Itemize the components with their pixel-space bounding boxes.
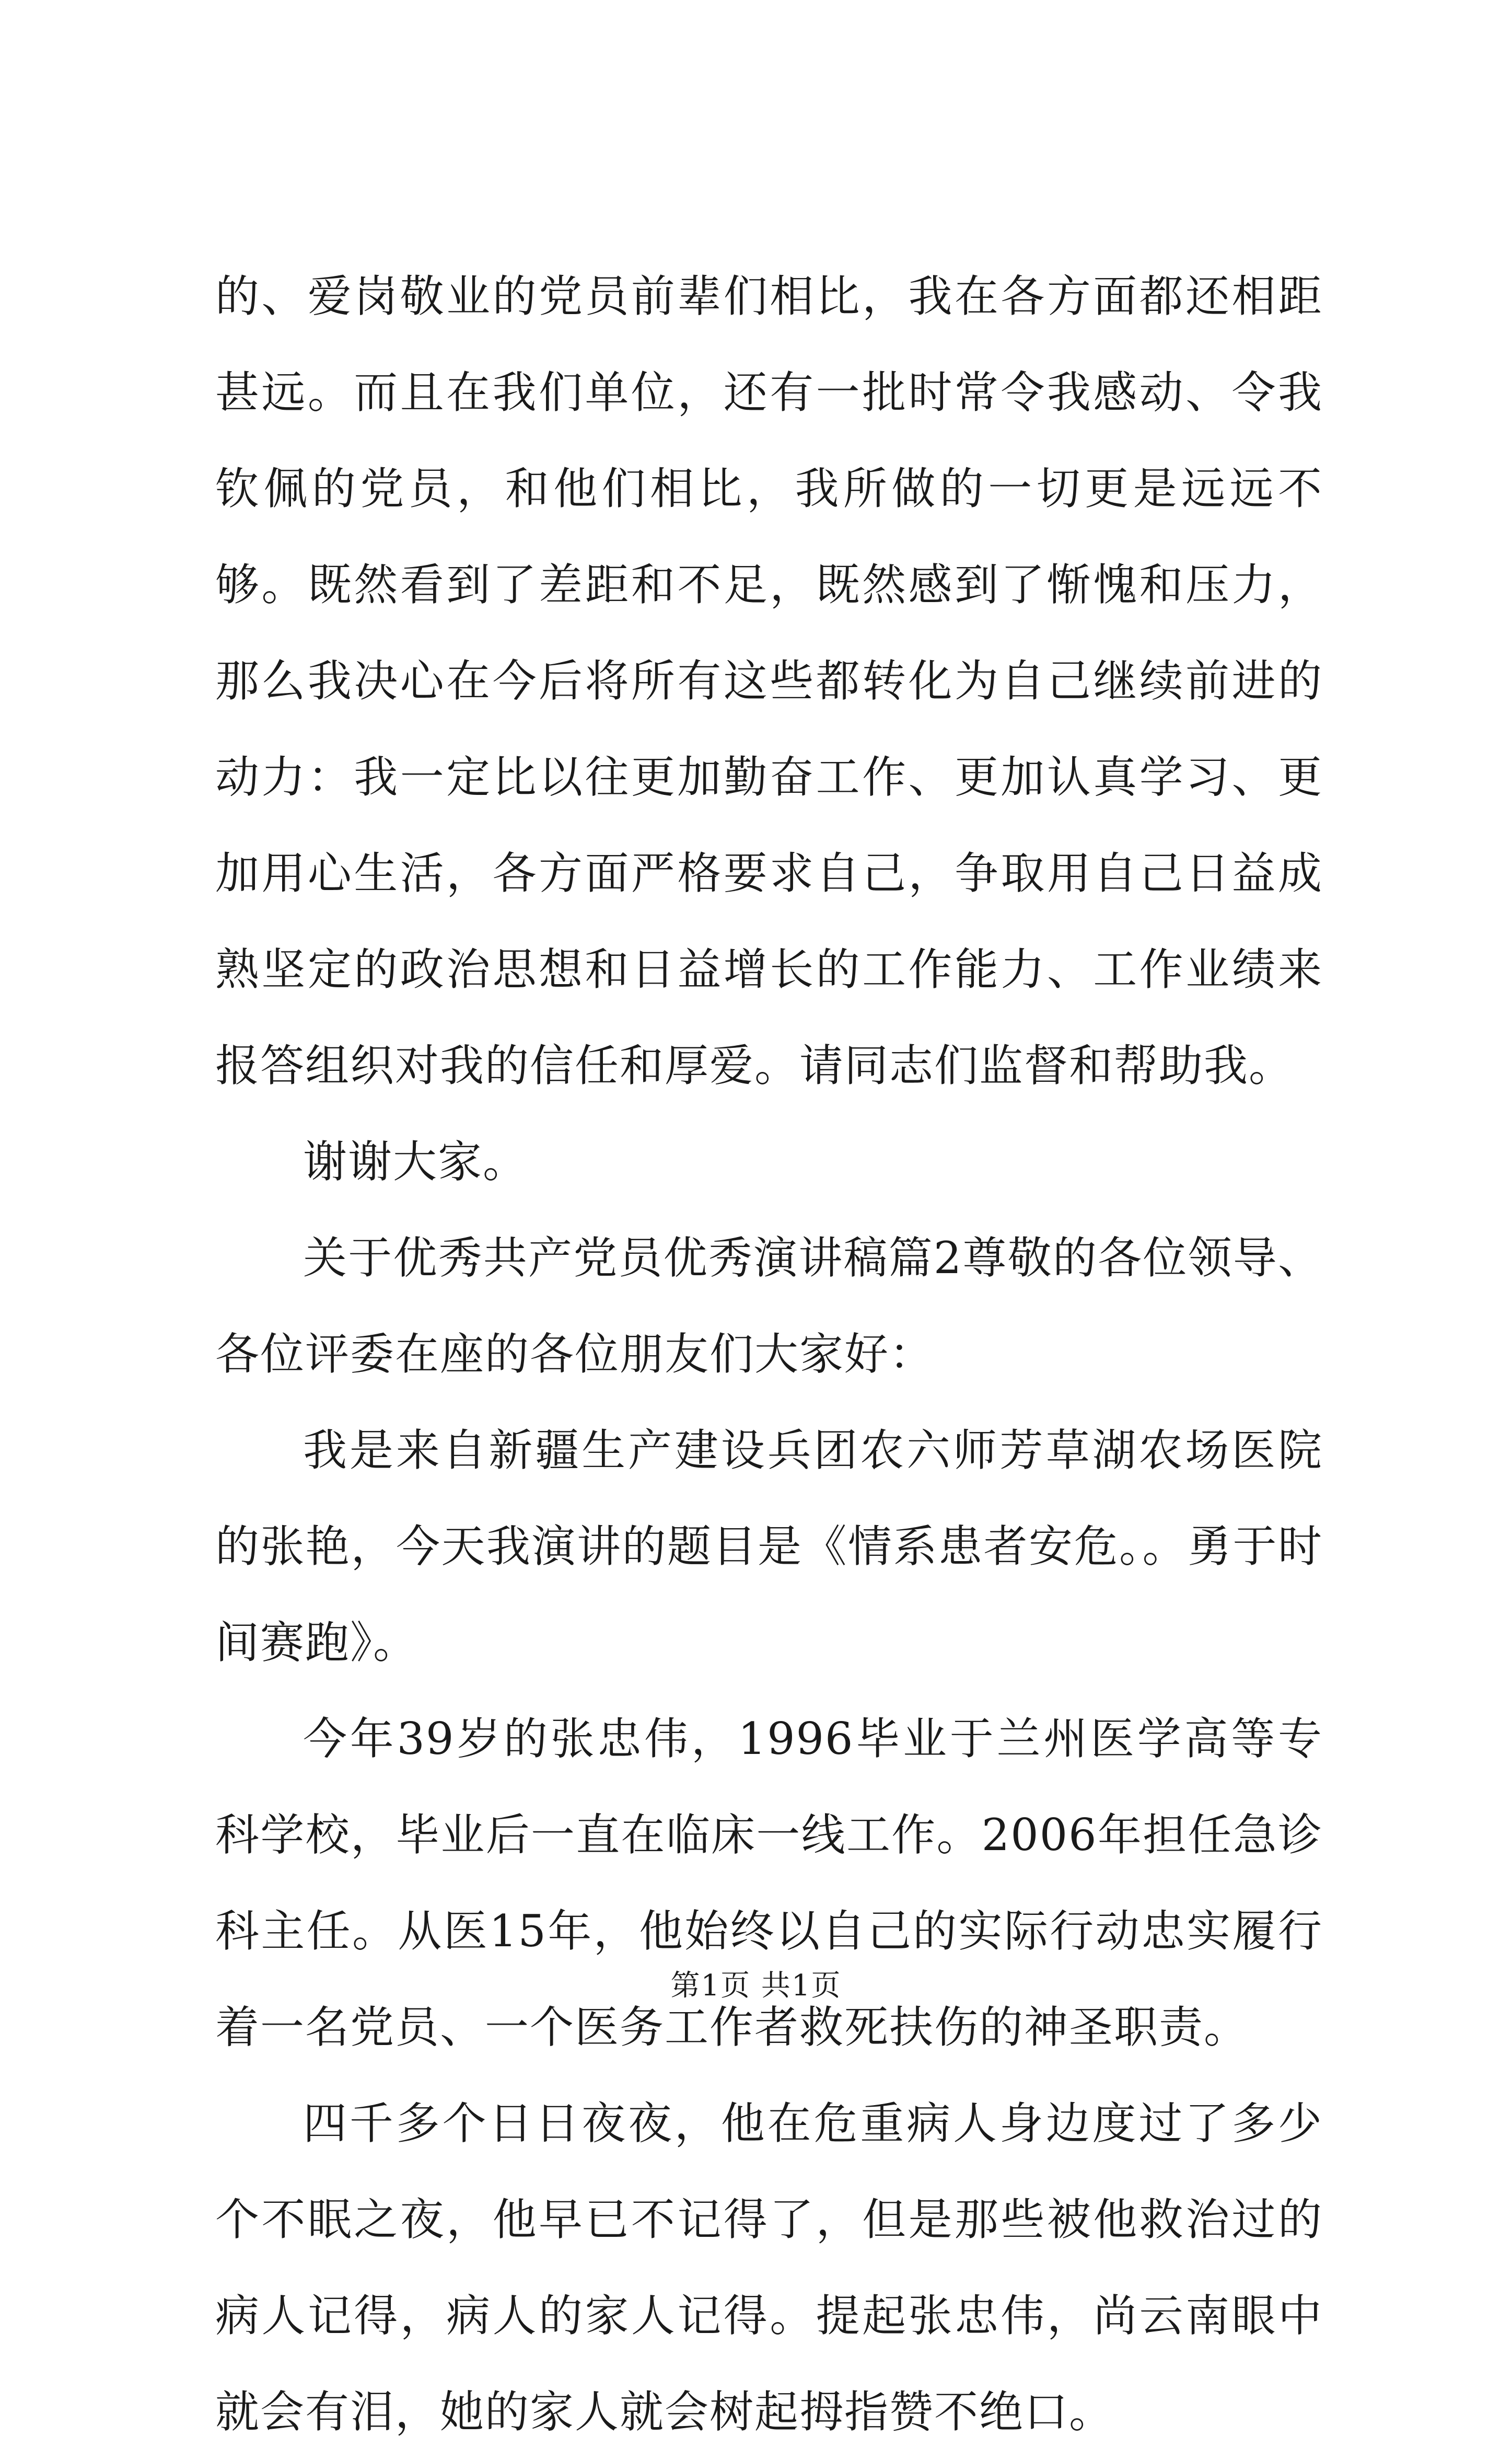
paragraph-speech-title: 关于优秀共产党员优秀演讲稿篇2尊敬的各位领导、各位评委在座的各位朋友们大家好：: [215, 1232, 1323, 1380]
paragraph-thanks: 谢谢大家。: [303, 1136, 528, 1187]
paragraph-biography: 今年39岁的张忠伟，1996毕业于兰州医学高等专科学校，毕业后一直在临床一线工作。2006年担任急诊科主任。从医15年，他始终以自己的实际行动忠实履行着一名党员、一个医务工作者救死扶伤的神圣职责。: [215, 1713, 1323, 2053]
page-footer: 第1页 共1页: [670, 1969, 842, 2003]
body-text: [215, 248, 1323, 2460]
paragraph-story: 四千多个日日夜夜，他在危重病人身边度过了多少个不眠之夜，他早已不记得了，但是那些被他救治过的病人记得，病人的家人记得。提起张忠伟，尚云南眼中就会有泪，她的家人就会树起拇指赞不绝口。: [215, 2098, 1323, 2438]
paragraph-introduction: 我是来自新疆生产建设兵团农六师芳草湖农场医院的张艳，今天我演讲的题目是《情系患者安危。。勇于时间赛跑》。: [215, 1425, 1323, 1668]
paragraph-continuation: 的、爱岗敬业的党员前辈们相比，我在各方面都还相距甚远。而且在我们单位，还有一批时常令我感动、令我钦佩的党员，和他们相比，我所做的一切更是远远不够。既然看到了差距和不足，既然感到了惭愧和压力，那么我决心在今后将所有这些都转化为自己继续前进的动力：我一定比以往更加勤奋工作、更加认真学习、更加用心生活，各方面严格要求自己，争取用自己日益成熟坚定的政治思想和日益增长的工作能力、工作业绩来报答组织对我的信任和厚爱。请同志们监督和帮助我。: [215, 271, 1323, 1091]
